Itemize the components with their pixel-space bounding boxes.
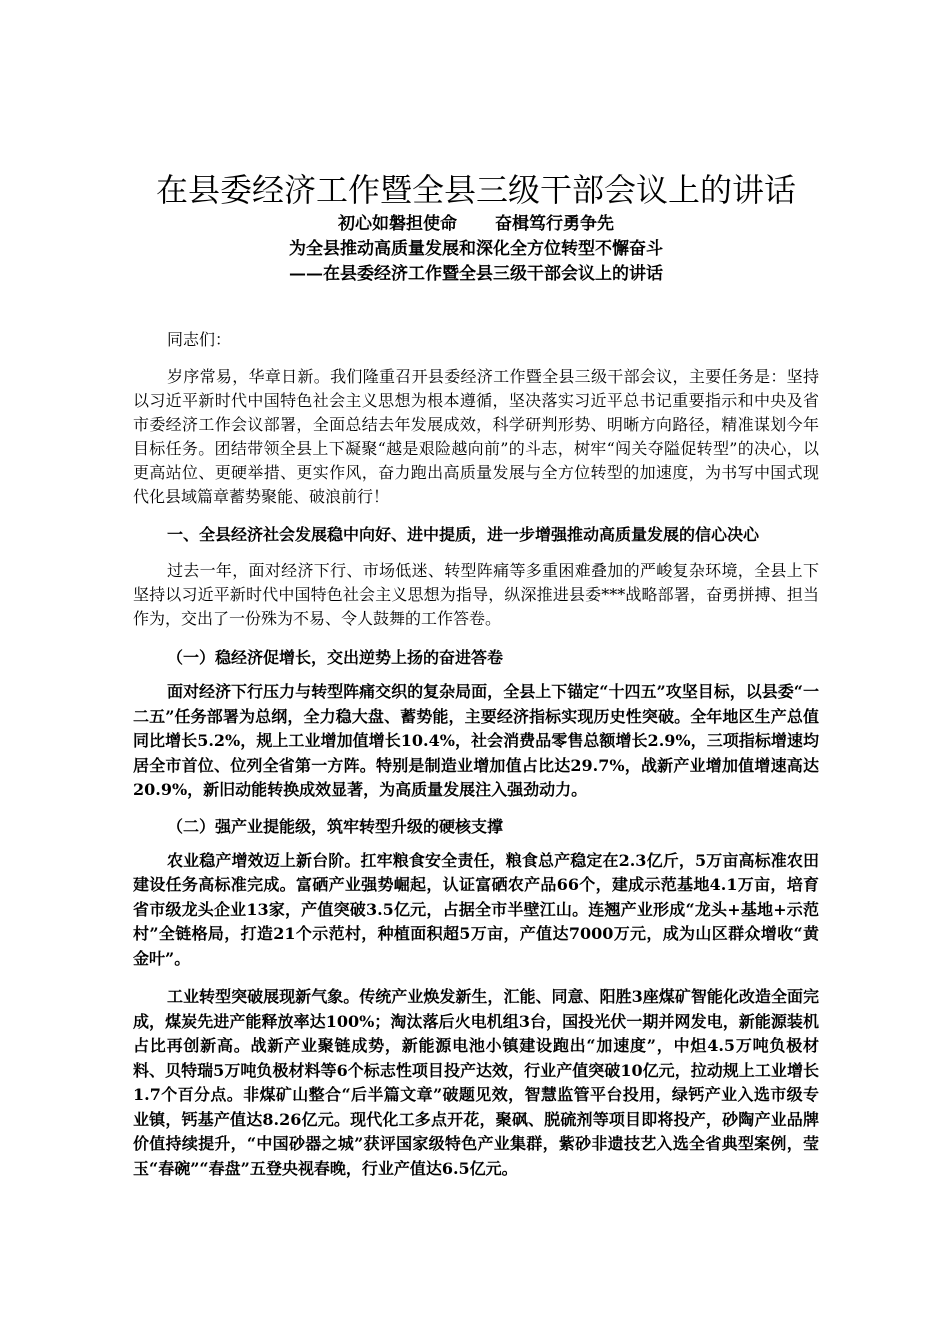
document-page — [133, 168, 819, 1181]
subtitle-phrase-a: 初心如磐担使命 — [338, 214, 457, 234]
subsection-1-paragraph: 面对经济下行压力与转型阵痛交织的复杂局面，全县上下锚定“十四五”攻坚目标，以县委“一二五”任务部署为总纲，全力稳大盘、蓄势能，主要经济指标实现历史性突破。全年地区生产总值同比增长5.2%，规上工业增加值增长10.4%，社会消费品零售总额增长2.9%，三项指标增速均居全市首位、位列全省第一方阵。特别是制造业增加值占比达29.7%，战新产业增加值增速高达20.9%，新旧动能转换成效显著，为高质量发展注入强劲动力。 — [133, 682, 819, 799]
subsection-2-heading: （二）强产业提能级，筑牢转型升级的硬核支撑 — [167, 816, 504, 836]
section-1-heading: 一、全县经济社会发展稳中向好、进中提质，进一步增强推动高质量发展的信心决心 — [167, 525, 760, 544]
subtitle-phrase-b: 奋楫笃行勇争先 — [495, 214, 614, 234]
document-title: 在县委经济工作暨全县三级干部会议上的讲话 — [155, 171, 796, 209]
greeting: 同志们： — [167, 330, 232, 349]
industry-paragraph: 工业转型突破展现新气象。传统产业焕发新生，汇能、同意、阳胜3座煤矿智能化改造全面完成，煤炭先进产能释放率达100%；淘汰落后火电机组3台，国投光伏一期并网发电，新能源装机占比再创新高。战新产业聚链成势，新能源电池小镇建设跑出“加速度”，中炟4.5万吨负极材料、贝特瑞5万吨负极材料等6个标志性项目投产达效，行业产值突破10亿元，拉动规上工业增长1.7个百分点。非煤矿山整合“后半篇文章”破题见效，智慧监管平台投用，绿钙产业入选市级专业镇，钙基产值达8.26亿元。现代化工多点开花，聚砜、脱硫剂等项目即将投产，砂陶产业品牌价值持续提升，“中国砂器之城”获评国家级特色产业集群，紫砂非遗技艺入选全省典型案例，莹玉“春碗”“春盘”五登央视春晚，行业产值达6.5亿元。 — [133, 987, 819, 1178]
subsection-1-heading: （一）稳经济促增长，交出逆势上扬的奋进答卷 — [167, 648, 504, 667]
intro-paragraph: 岁序常易，华章日新。我们隆重召开县委经济工作暨全县三级干部会议，主要任务是：坚持以习近平新时代中国特色社会主义思想为根本遵循，坚决落实习近平总书记重要指示和中央及省市委经济工作会议部署，全面总结去年发展成效，科学研判形势、明晰方向路径，精准谋划今年目标任务。团结带领全县上下凝聚“越是艰险越向前”的斗志，树牢“闯关夺隘促转型”的决心，以更高站位、更硬举措、更实作风，奋力跑出高质量发展与全方位转型的加速度，为书写中国式现代化县域篇章蓄势聚能、破浪前行！ — [133, 367, 819, 506]
section-1-paragraph: 过去一年，面对经济下行、市场低迷、转型阵痛等多重困难叠加的严峻复杂环境，全县上下坚持以习近平新时代中国特色社会主义思想为指导，纵深推进县委***战略部署，奋勇拼搏、担当作为，交出了一份殊为不易、令人鼓舞的工作答卷。 — [133, 561, 819, 628]
subtitle-line-2: 为全县推动高质量发展和深化全方位转型不懈奋斗 — [289, 239, 663, 259]
subtitle-line-1 — [133, 212, 819, 237]
agriculture-paragraph: 农业稳产增效迈上新台阶。扛牢粮食安全责任，粮食总产稳定在2.3亿斤，5万亩高标准农田建设任务高标准完成。富硒产业强势崛起，认证富硒农产品66个，建成示范基地4.1万亩，培育省市级龙头企业13家，产值突破3.5亿元，占据全市半壁江山。连翘产业形成“龙头+基地+示范村”全链格局，打造21个示范村，种植面积超5万亩，产值达7000万元，成为山区群众增收“黄金叶”。 — [133, 850, 819, 968]
subtitle-line-3: ——在县委经济工作暨全县三级干部会议上的讲话 — [289, 264, 663, 284]
